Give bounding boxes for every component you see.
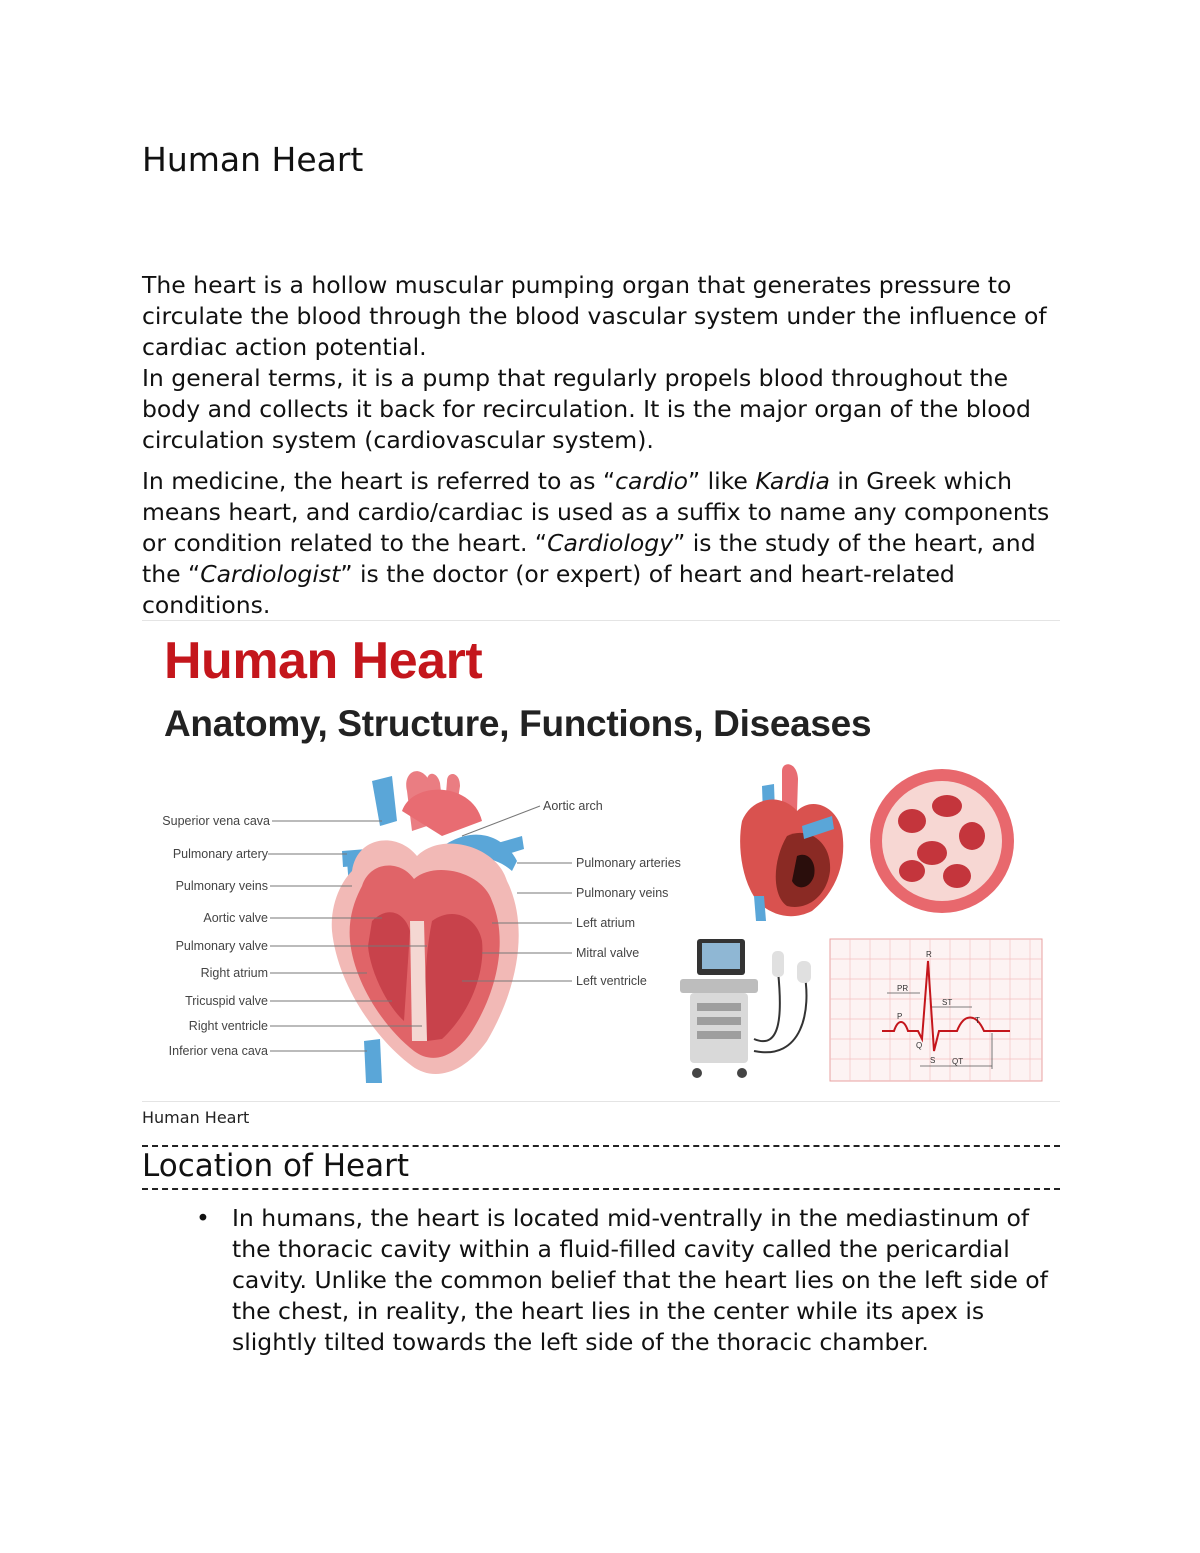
label-inferior-vena-cava: Inferior vena cava (168, 1044, 268, 1058)
ecg-label-s: S (930, 1056, 936, 1065)
ultrasound-machine-illustration (680, 939, 811, 1078)
label-aortic-arch: Aortic arch (543, 799, 603, 813)
document-title: Human Heart (142, 140, 364, 179)
ecg-label-r: R (926, 950, 932, 959)
italic-term-cardiology: Cardiology (547, 529, 674, 557)
label-pulmonary-veins-right: Pulmonary veins (576, 886, 669, 900)
label-superior-vena-cava: Superior vena cava (162, 814, 270, 828)
label-mitral-valve: Mitral valve (576, 946, 640, 960)
section-heading-location: Location of Heart (142, 1148, 409, 1184)
ecg-label-qt: QT (952, 1057, 964, 1066)
diseased-heart-illustration (740, 764, 843, 921)
label-pulmonary-veins-left: Pulmonary veins (175, 879, 268, 893)
label-left-ventricle: Left ventricle (576, 974, 647, 988)
label-aortic-valve: Aortic valve (203, 911, 268, 925)
intro-paragraph: The heart is a hollow muscular pumping organ that generates pressure to circulate the blood through the blood vascular system under the influence of cardiac action potential. In general terms, it is a pump that regularly propels blood throughout the body and collects it back for recirculation. It is the major organ of the blood circulation system (cardiovascular system). (142, 271, 1047, 454)
text-span: ” is the study of the heart, and the “ (142, 529, 1036, 588)
blood-vessel-cross-section-illustration (870, 769, 1014, 913)
label-tricuspid-valve: Tricuspid valve (185, 994, 268, 1008)
heart-illustration (142, 621, 1060, 1101)
bullet-icon: • (196, 1204, 210, 1232)
label-pulmonary-artery: Pulmonary artery (172, 847, 268, 861)
label-pulmonary-arteries: Pulmonary arteries (576, 856, 681, 870)
heading-rule-bottom (142, 1188, 1060, 1190)
heart-anatomy-figure (142, 620, 1060, 1102)
text-span: ” is the doctor (or expert) of heart and heart-related conditions. (142, 560, 955, 619)
italic-term-cardio: cardio (615, 467, 688, 495)
label-right-ventricle: Right ventricle (188, 1019, 268, 1033)
list-item (142, 1203, 1072, 1358)
text-span: in Greek which means heart, and cardio/cardiac is used as a suffix to name any components or condition related to the heart. “ (142, 467, 1050, 557)
heart-cross-section-illustration (332, 771, 524, 1083)
ecg-label-q: Q (916, 1041, 923, 1050)
bullet-text: In humans, the heart is located mid-ventrally in the mediastinum of the thoracic cavity within a fluid-filled cavity called the pericardial cavity. Unlike the common belief that the heart lies on the left side of the chest, in reality, the heart lies in the center while its apex is slightly tilted towards the left side of the thoracic chamber. (232, 1204, 1048, 1356)
text-span: ” like (687, 467, 756, 495)
italic-term-kardia: Kardia (755, 467, 830, 495)
ecg-label-st: ST (942, 998, 953, 1007)
figure-subtitle: Anatomy, Structure, Functions, Diseases (164, 703, 872, 744)
label-right-atrium: Right atrium (200, 966, 268, 980)
figure-title: Human Heart (164, 632, 483, 690)
location-bullet-list (142, 1203, 1072, 1358)
label-left-atrium: Left atrium (576, 916, 636, 930)
ecg-label-p: P (897, 1012, 903, 1021)
ecg-chart-illustration (830, 939, 1042, 1081)
medicine-paragraph (142, 466, 1072, 621)
italic-term-cardiologist: Cardiologist (200, 560, 341, 588)
figure-caption: Human Heart (142, 1108, 250, 1127)
ecg-label-t: T (975, 1016, 980, 1025)
label-pulmonary-valve: Pulmonary valve (175, 939, 268, 953)
text-span: In medicine, the heart is referred to as “ (142, 467, 616, 495)
heading-rule-top (142, 1145, 1060, 1147)
ecg-label-pr: PR (897, 984, 909, 993)
